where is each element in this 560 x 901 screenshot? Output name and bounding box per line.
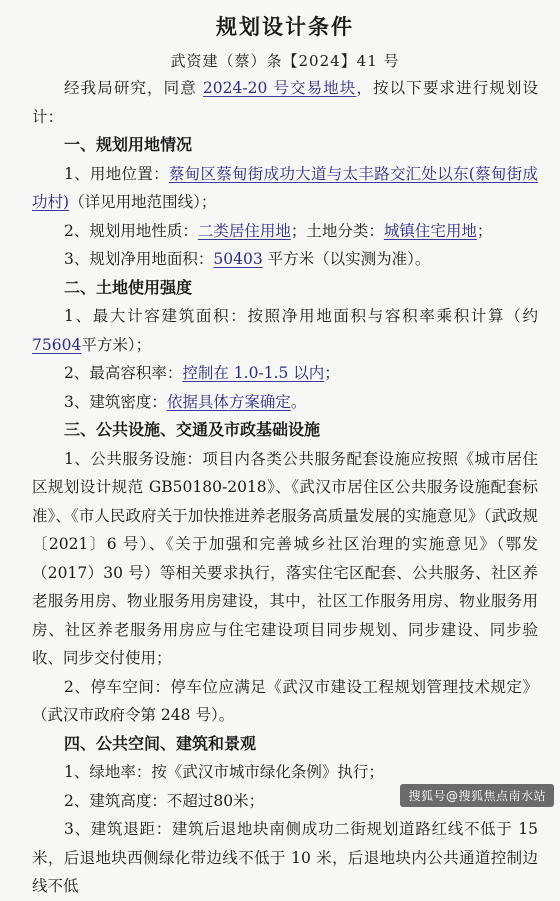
s1-item3-label: 3、规划净用地面积： (64, 250, 214, 268)
s2-item2-end: ； (324, 364, 340, 382)
intro-paragraph (32, 74, 538, 131)
section-2-item-1 (32, 302, 538, 359)
s2-item3-end: 。 (290, 392, 307, 411)
s4-item2-height: 不超过80米 (166, 791, 249, 810)
section-4-heading: 四、公共空间、建筑和景观 (64, 733, 257, 753)
document-number: 武资建（蔡）条【2024】41 号 (170, 52, 400, 70)
s2-item3-density: 依据具体方案确定 (166, 392, 291, 411)
s1-item1-label: 1、用地位置： (64, 164, 169, 183)
section-1-item-1 (32, 160, 538, 217)
s2-item3-label: 3、建筑密度： (64, 392, 167, 411)
s2-item2-far: 控制在 1.0-1.5 以内 (182, 364, 325, 382)
s1-item2-land-use: 二类居住用地 (197, 221, 291, 240)
section-3-item-1: 1、公共服务设施：项目内各类公共服务配套设施应按照《城市居住区规划设计规范 GB50180-2018》、《武汉市居住区公共服务设施配套标准》、《市人民政府关于加快推进养老服务高质量发展的实施意见》（武政规〔2021〕6 号）、《关于加强和完善城乡社区治理的实施意见》（鄂发（2017）30 号）等相关要求执行，落实住宅区配套、公共服务、社区养老服务用房、物业服务用房建设，其中，社区工作服务用房、物业服务用房、社区养老服务用房应与住宅建设项目同步规划、同步建设、同步验收、同步交付使用； (32, 449, 538, 667)
section-1-item-2 (32, 217, 538, 246)
s1-item1-location: 蔡甸区蔡甸街成功大道与太丰路交汇处以东(蔡甸街成功村) (32, 164, 538, 211)
s4-item2-end: ； (248, 791, 265, 810)
s1-item3-area: 50403 (213, 250, 263, 268)
section-3-heading: 三、公共设施、交通及市政基础设施 (64, 420, 321, 439)
section-2-item-3 (32, 388, 538, 417)
s2-item1-unit: 平方米）； (81, 335, 152, 354)
section-4-item-1: 1、绿地率：按《武汉市城市绿化条例》执行； (64, 763, 384, 781)
section-4-item-3: 3、建筑退距：建筑后退地块南侧成功二街规划道路红线不低于 15 米，后退地块西侧绿化带边线不低于 10 米，后退地块内公共通道控制边线不低 (32, 820, 538, 895)
section-2-item-2 (32, 359, 538, 388)
section-1-item-3 (32, 245, 538, 274)
intro-parcel-number: 2024-20 号交易地块 (202, 79, 357, 97)
s1-item2-label: 2、规划用地性质： (64, 221, 198, 240)
s1-item1-note: （详见用地范围线）； (69, 193, 217, 211)
s4-item2-label: 2、建筑高度： (64, 791, 167, 810)
s1-item2-land-class: 城镇住宅用地 (383, 221, 477, 240)
s2-item2-label: 2、最高容积率： (64, 364, 183, 382)
source-watermark: 搜狐号@搜狐焦点南水站 (400, 784, 554, 807)
section-3-item-2: 2、停车空间：停车位应满足《武汉市建设工程规划管理技术规定》（武汉市政府令第 248 号）。 (32, 677, 538, 724)
intro-text-b: ，按以下要求进行规划设计： (32, 79, 538, 126)
s2-item1-label: 1、最大计容建筑面积：按照净用地面积与容积率乘积计算（约 (64, 307, 538, 325)
section-2-heading: 二、土地使用强度 (64, 277, 193, 297)
s1-item2-end: ； (476, 221, 493, 240)
s2-item1-area: 75604 (32, 335, 82, 354)
section-1-heading: 一、规划用地情况 (64, 135, 193, 154)
document-title: 规划设计条件 (216, 15, 354, 39)
s1-item2-mid: ；土地分类： (290, 221, 384, 240)
intro-text-a: 经我局研究，同意 (64, 79, 203, 97)
s1-item3-unit: 平方米（以实测为准）。 (262, 250, 431, 268)
